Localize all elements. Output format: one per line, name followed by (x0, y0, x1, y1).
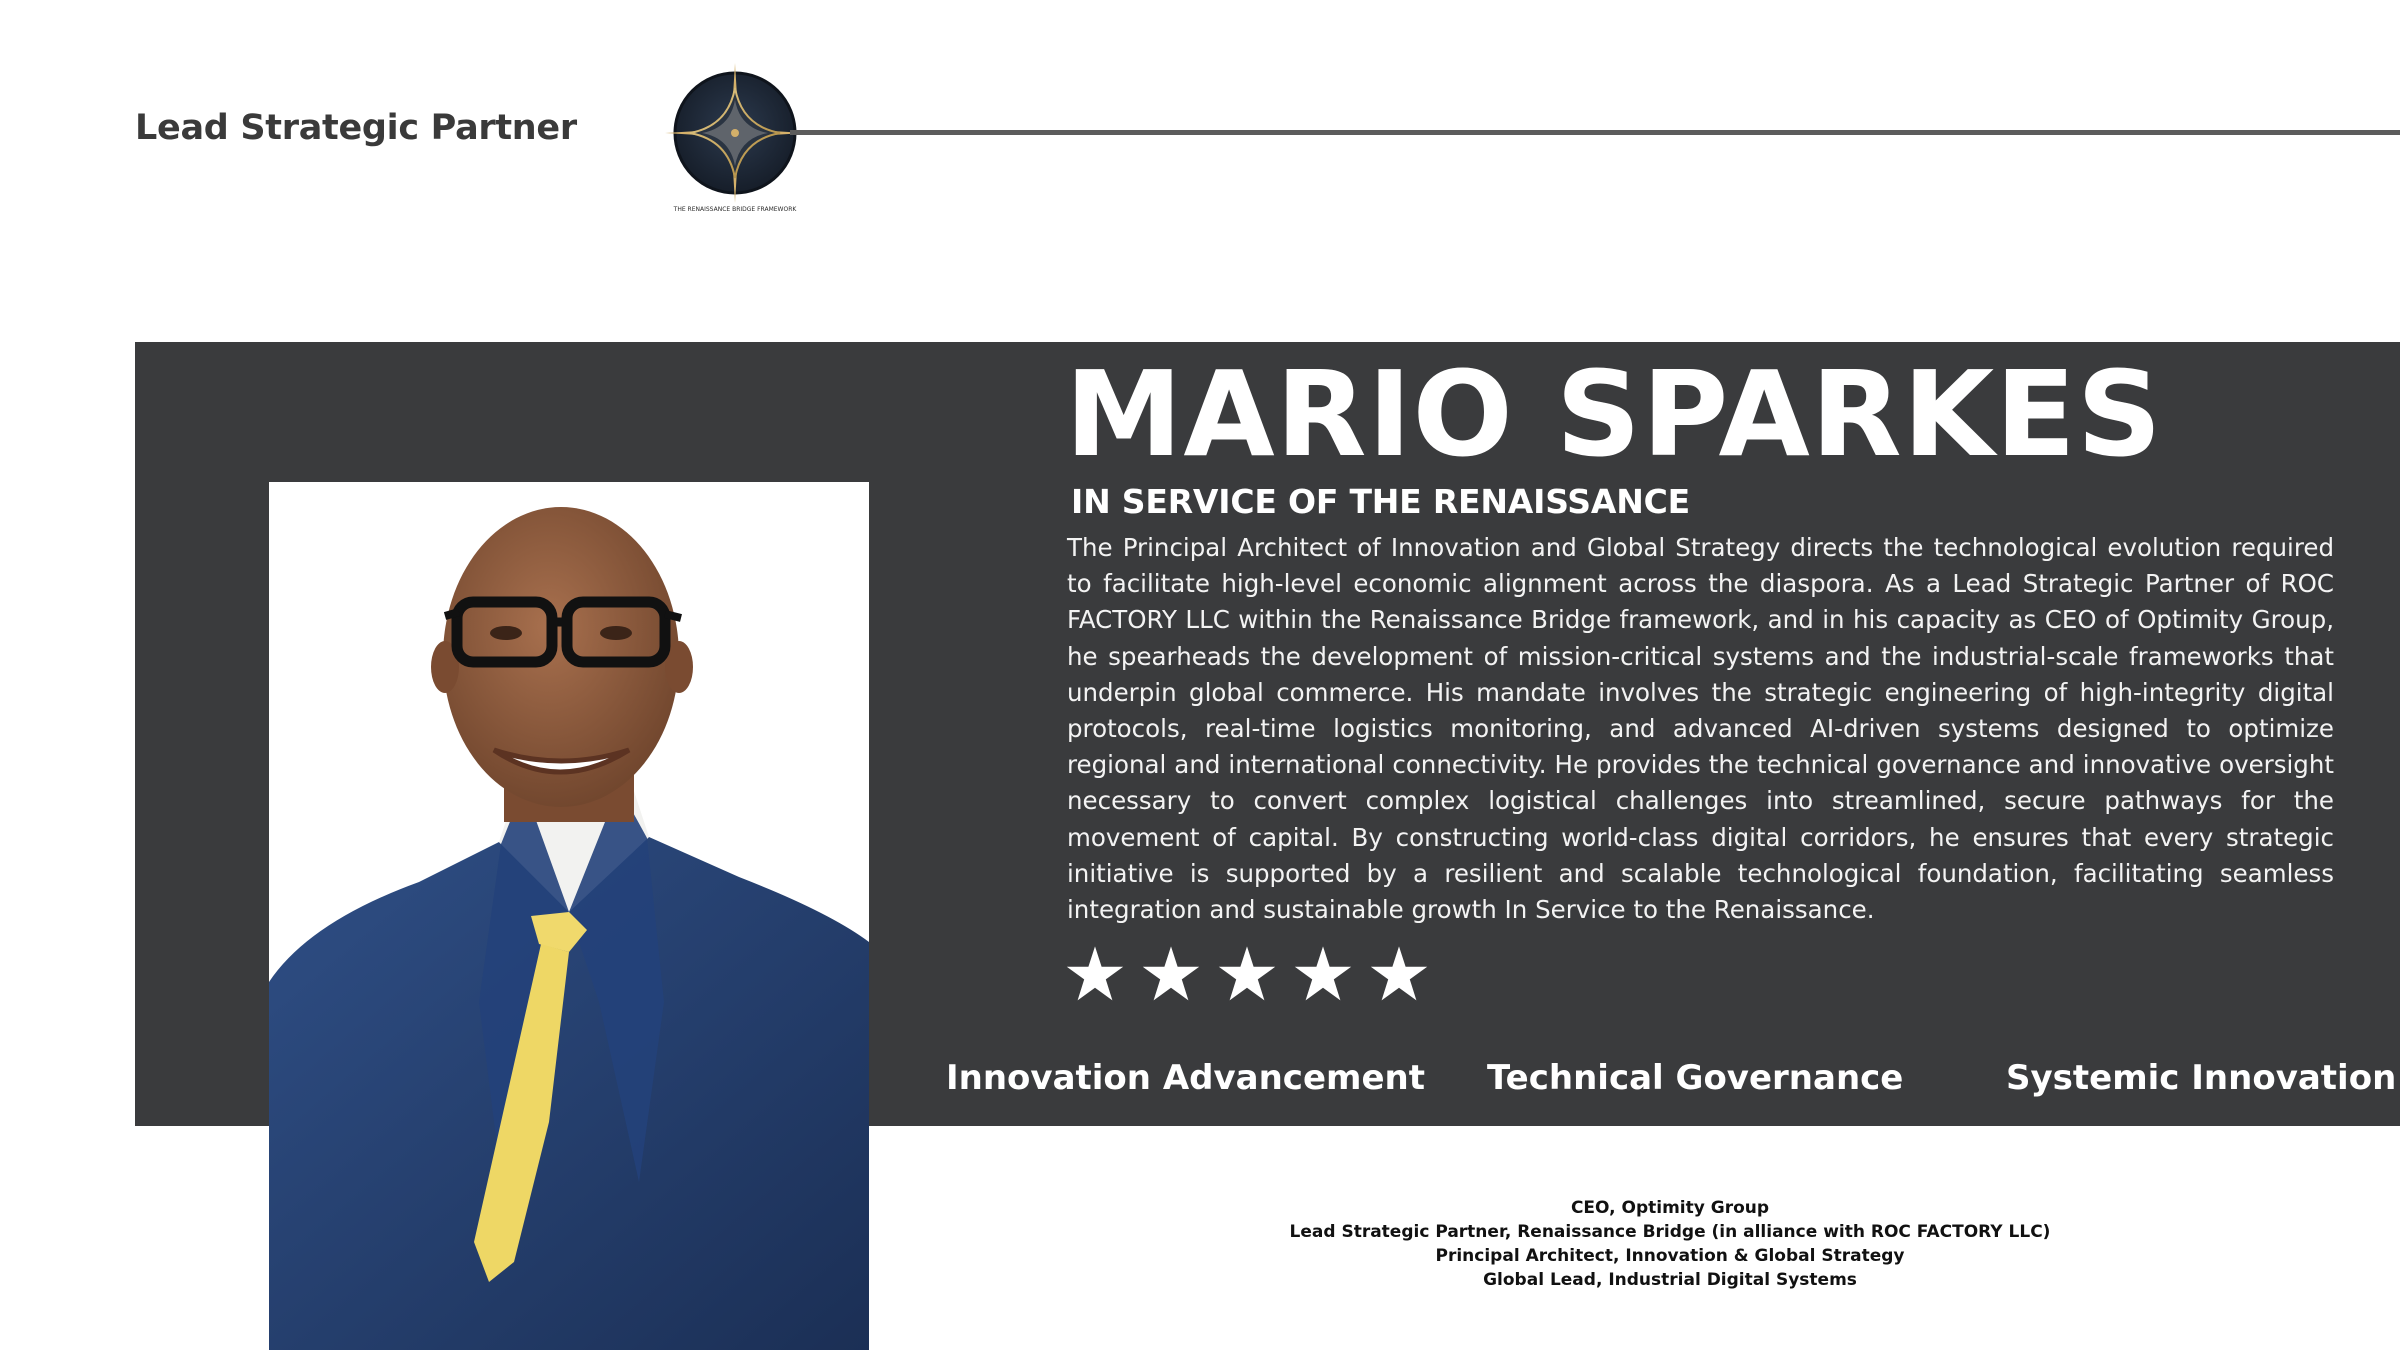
roles-list (1260, 1196, 2080, 1292)
star-icon (1141, 944, 1201, 1004)
star-icon (1369, 944, 1429, 1004)
star-icon (1217, 944, 1277, 1004)
role-line: Lead Strategic Partner, Renaissance Bridge (in alliance with ROC FACTORY LLC) (1289, 1222, 2051, 1242)
star-icon (1065, 944, 1125, 1004)
pillar-innovation-advancement: Innovation Advancement (946, 1058, 1425, 1098)
star-icon (1293, 944, 1353, 1004)
portrait-photo (269, 482, 869, 1350)
rating-stars (1065, 944, 1429, 1004)
header-title: Lead Strategic Partner (135, 108, 577, 148)
person-portrait-icon (269, 482, 869, 1350)
role-line: Principal Architect, Innovation & Global Strategy (1435, 1246, 1905, 1266)
role-line: CEO, Optimity Group (1570, 1198, 1770, 1218)
pillar-systemic-innovation: Systemic Innovation (2006, 1058, 2397, 1098)
profile-name: MARIO SPARKES (1065, 345, 2163, 483)
profile-subtitle: IN SERVICE OF THE RENAISSANCE (1071, 482, 1690, 521)
logo (660, 60, 810, 220)
role-line: Global Lead, Industrial Digital Systems (1483, 1270, 1857, 1290)
compass-star-emblem-icon (660, 60, 810, 206)
logo-caption: THE RENAISSANCE BRIDGE FRAMEWORK (673, 206, 797, 213)
profile-bio: The Principal Architect of Innovation and Global Strategy directs the technological evolution required to facilitate high-level economic alignment across the diaspora. As a Lead Strategic Partner of ROC FACTORY LLC within the Renaissance Bridge framework, and in his capacity as CEO of Optimity Group, he spearheads the development of mission-critical systems and the industrial-scale frameworks that underpin global commerce. His mandate involves the strategic engineering of high-integrity digital protocols, real-time logistics monitoring, and advanced AI-driven systems designed to optimize regional and international connectivity. He provides the technical governance and innovative oversight necessary to convert complex logistical challenges into streamlined, secure pathways for the movement of capital. By constructing world-class digital corridors, he ensures that every strategic initiative is supported by a resilient and scalable technological foundation, facilitating seamless integration and sustainable growth In Service to the Renaissance. (1067, 533, 2334, 925)
header-divider (790, 130, 2400, 135)
pillar-technical-governance: Technical Governance (1487, 1058, 1904, 1098)
